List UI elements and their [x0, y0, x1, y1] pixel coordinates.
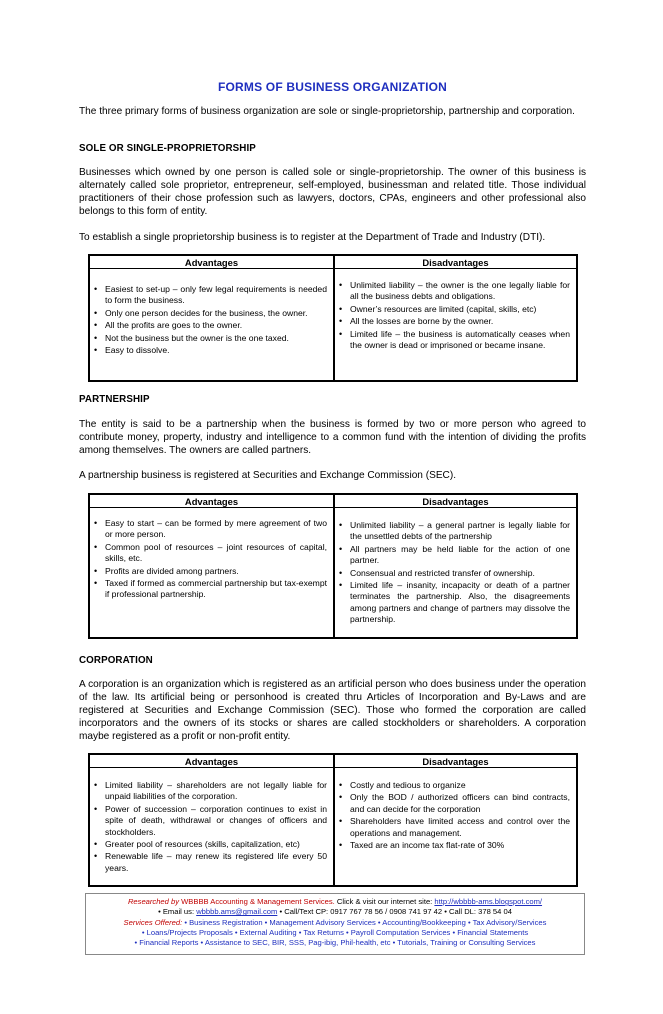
list-item [339, 520, 570, 543]
list-item-text: Taxed if formed as commercial partnership but tax-exempt if professional partnership. [105, 578, 327, 600]
sole-advantages-header: Advantages [89, 255, 334, 269]
bullet-icon: • [94, 541, 98, 552]
list-item-text: Common pool of resources – joint resources of capital, skills, etc. [105, 541, 327, 564]
list-item-text: Easiest to set-up – only few legal requirements is needed to form the business. [105, 284, 327, 306]
bullet-icon: • [94, 565, 98, 576]
bullet-icon: • [339, 316, 343, 327]
bullet-icon: • [339, 567, 343, 578]
bullet-icon: • [94, 518, 98, 528]
list-item [339, 580, 570, 626]
footer-line-1 [86, 897, 584, 907]
list-item [339, 316, 570, 327]
list-item-text: Power of succession – corporation continues to exist in spite of death, withdrawal or changes of officers and stockholders. [105, 803, 327, 837]
sole-advantages-list [90, 284, 333, 356]
list-item [339, 840, 570, 851]
list-item [94, 320, 327, 331]
partnership-pros-cons-table [88, 493, 578, 639]
list-item [94, 345, 327, 356]
list-item-text: Costly and tedious to organize [350, 780, 466, 790]
partnership-disadvantages-cell [334, 508, 577, 638]
list-item [339, 329, 570, 352]
footer-call-text: • Call/Text CP: 0917 767 78 56 / 0908 741 97 42 • Call DL: 378 54 04 [279, 907, 512, 917]
sole-disadvantages-cell [334, 269, 577, 381]
corporation-pros-cons-table [88, 753, 578, 887]
bullet-icon: • [94, 332, 98, 343]
list-item-text: Unlimited liability – the owner is the one legally liable for all the business debts and obligations. [350, 280, 570, 302]
list-item [94, 333, 327, 344]
corporation-advantages-list [90, 780, 333, 874]
list-item-text: Owner’s resources are limited (capital, skills, etc) [350, 303, 537, 314]
list-item [94, 780, 327, 803]
bullet-icon: • [94, 345, 98, 356]
bullet-icon: • [94, 851, 98, 862]
footer-site-link[interactable]: http://wbbbb-ams.blogspot.com/ [434, 897, 543, 906]
partnership-paragraph-1: The entity is said to be a partnership when the business is formed by two or more person who agreed to contribute money, property, industry and intelligence to a common fund with the intention of dividing the profits among themselves. The owners are called partners. [79, 419, 586, 456]
list-item [339, 544, 570, 567]
intro-paragraph: The three primary forms of business organization are sole or single-proprietorship, partnership and corporation. [79, 106, 575, 117]
footer-services-label: Services Offered: [123, 917, 183, 927]
footer-box [85, 893, 585, 955]
partnership-disadvantages-header: Disadvantages [334, 494, 577, 508]
bullet-icon: • [339, 328, 343, 339]
bullet-icon: • [339, 280, 343, 290]
list-item-text: Profits are divided among partners. [105, 565, 239, 576]
list-item-text: Greater pool of resources (skills, capitalization, etc) [105, 839, 300, 850]
list-item [94, 566, 327, 577]
list-item [94, 542, 327, 565]
bullet-icon: • [94, 780, 98, 790]
list-item-text: Limited liability – shareholders are not legally liable for unpaid liabilities of the corporation. [105, 780, 327, 802]
list-item-text: Limited life – the business is automatically ceases when the owner is dead or imprisoned or became insane. [350, 328, 570, 351]
document-title: FORMS OF BUSINESS ORGANIZATION [217, 80, 448, 94]
partnership-advantages-header: Advantages [89, 494, 334, 508]
sole-disadvantages-list [335, 280, 576, 351]
bullet-icon: • [339, 780, 343, 790]
partnership-paragraph-2: A partnership business is registered at Securities and Exchange Commission (SEC). [79, 470, 457, 481]
footer-company: WBBBB Accounting & Management Services. [181, 897, 335, 906]
list-item [94, 578, 327, 601]
list-item [339, 280, 570, 303]
list-item [339, 792, 570, 815]
bullet-icon: • [339, 303, 343, 314]
sole-advantages-cell [89, 269, 334, 381]
list-item-text: Not the business but the owner is the one taxed. [105, 332, 289, 343]
list-item [94, 284, 327, 307]
footer-line-2 [86, 907, 584, 917]
bullet-icon: • [339, 840, 343, 851]
list-item [94, 851, 327, 874]
list-item-text: Shareholders have limited access and control over the operations and management. [350, 816, 570, 838]
sole-paragraph-1: Businesses which owned by one person is called sole or single-proprietorship. The owner of this business is alternately called sole proprietor, entrepreneur, self-employed, businessman and related title. Those individual practitioners of their chose profession such as lawyers, doctors, CPAs, engineers and other professional also belongs to this form of entity. [79, 167, 586, 217]
corporation-heading: CORPORATION [79, 655, 153, 666]
corporation-disadvantages-list [335, 780, 576, 851]
corporation-paragraph-1: A corporation is an organization which is registered as an artificial person who does business under the operation of the law. Its artificial being or personhood is created thru Articles of Incorporation and By-Laws and are registered at Securities and Exchange Commission (SEC). Those who formed the corporation are called incorporators and the owners of its stocks or shares are called stockholders or shareholders. A corporation maybe registered as a profit or non-profit entity. [79, 679, 586, 742]
bullet-icon: • [339, 816, 343, 827]
bullet-icon: • [94, 803, 98, 814]
list-item-text: Consensual and restricted transfer of ownership. [350, 567, 535, 578]
corporation-disadvantages-header: Disadvantages [334, 754, 577, 768]
bullet-icon: • [94, 284, 98, 294]
bullet-icon: • [94, 320, 98, 331]
list-item [339, 816, 570, 839]
list-item-text: Taxed are an income tax flat-rate of 30% [350, 840, 505, 851]
list-item [94, 308, 327, 319]
list-item-text: Unlimited liability – a general partner is legally liable for the unsettled debts of the partnership [350, 520, 570, 542]
list-item-text: Easy to start – can be formed by mere agreement of two or more person. [105, 518, 327, 540]
footer-line-3 [86, 918, 584, 928]
list-item-text: Easy to dissolve. [105, 345, 170, 356]
bullet-icon: • [94, 839, 98, 850]
footer-services-line-3: • Financial Reports • Assistance to SEC, BIR, SSS, Pag-ibig, Phil-health, etc • Tutorials, Training or Consulting Services [134, 938, 536, 948]
list-item [339, 780, 570, 791]
list-item [339, 304, 570, 315]
list-item-text: All the losses are borne by the owner. [350, 316, 494, 327]
list-item-text: All partners may be held liable for the action of one partner. [350, 543, 570, 566]
footer-services-line-2: • Loans/Projects Proposals • External Auditing • Tax Returns • Payroll Computation Services • Financial Statements [141, 927, 529, 937]
bullet-icon: • [339, 543, 343, 554]
bullet-icon: • [339, 580, 343, 591]
list-item [339, 568, 570, 579]
bullet-icon: • [94, 578, 98, 589]
corporation-advantages-header: Advantages [89, 754, 334, 768]
list-item-text: All the profits are goes to the owner. [105, 320, 243, 331]
partnership-disadvantages-list [335, 520, 576, 626]
bullet-icon: • [339, 520, 343, 530]
list-item [94, 804, 327, 838]
corporation-disadvantages-cell [334, 768, 577, 886]
footer-email-label: • Email us: [158, 907, 195, 917]
footer-click-visit: Click & visit our internet site: [336, 897, 433, 906]
footer-researched-by: Researched by [127, 897, 180, 906]
sole-paragraph-2: To establish a single proprietorship business is to register at the Department of Trade and Industry (DTI). [79, 232, 546, 243]
sole-disadvantages-header: Disadvantages [334, 255, 577, 269]
list-item [94, 518, 327, 541]
list-item-text: Renewable life – may renew its registered life every 50 years. [105, 851, 327, 873]
bullet-icon: • [339, 792, 343, 803]
corporation-advantages-cell [89, 768, 334, 886]
sole-pros-cons-table [88, 254, 578, 382]
footer-email-link[interactable]: wbbbb.ams@gmail.com [196, 907, 278, 917]
partnership-advantages-cell [89, 508, 334, 638]
bullet-icon: • [94, 307, 98, 318]
sole-heading: SOLE OR SINGLE-PROPRIETORSHIP [79, 143, 256, 154]
list-item-text: Only the BOD / authorized officers can bind contracts, and can decide for the corporation [350, 792, 570, 814]
footer-services-line-1: • Business Registration • Management Advisory Services • Accounting/Bookkeeping • Tax Advisory/Services [184, 917, 547, 927]
partnership-heading: PARTNERSHIP [79, 394, 150, 405]
list-item [94, 839, 327, 850]
list-item-text: Limited life – insanity, incapacity or death of a partner terminates the partnership. Also, the disagreements among partners and change of partners may dissolve the partnership. [350, 580, 570, 625]
partnership-advantages-list [90, 518, 333, 601]
list-item-text: Only one person decides for the business, the owner. [105, 307, 308, 318]
